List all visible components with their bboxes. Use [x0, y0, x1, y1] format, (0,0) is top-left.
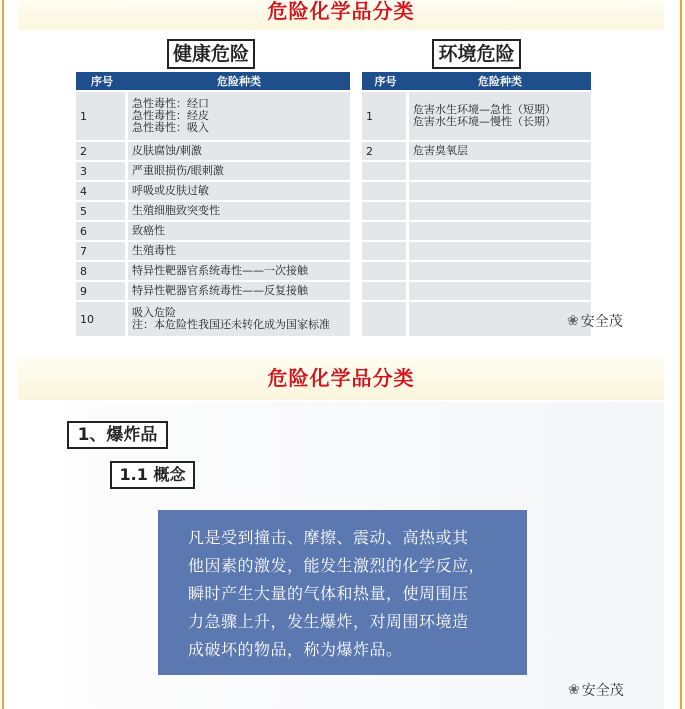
table-row [362, 182, 591, 200]
row-number-cell: 8 [76, 262, 128, 280]
hazard-type-cell [128, 202, 350, 220]
row-number-cell: 1 [76, 92, 128, 140]
table-row [362, 222, 591, 240]
hazard-type-line: 生殖毒性 [132, 244, 176, 257]
hazard-type-line: 呼吸或皮肤过敏 [132, 184, 209, 197]
row-number-cell [362, 282, 409, 300]
row-number-cell: 5 [76, 202, 128, 220]
table-row [76, 182, 350, 200]
hazard-type-cell [128, 262, 350, 280]
hazard-type-line: 危害水生环境—慢性（长期） [413, 115, 556, 128]
table-row [76, 92, 350, 140]
table-row [76, 262, 350, 280]
hazard-type-line: 皮肤腐蚀/刺激 [132, 144, 202, 157]
table-header-row [362, 72, 591, 90]
hazard-type-cell [409, 142, 591, 160]
row-number-cell [362, 202, 409, 220]
hazard-type-cell [409, 242, 591, 260]
column-header-number: 序号 [362, 72, 409, 90]
table-row [362, 262, 591, 280]
page-title: 危险化学品分类 [267, 0, 415, 23]
row-number-cell [362, 162, 409, 180]
heading-concept: 1.1 概念 [110, 461, 195, 489]
table-row [362, 92, 591, 140]
health-hazard-table [76, 70, 350, 338]
row-number-cell [362, 242, 409, 260]
definition-line: 瞬时产生大量的气体和热量，使周围压 [188, 584, 469, 603]
hazard-type-line: 特异性靶器官系统毒性——一次接触 [132, 264, 308, 277]
row-number-cell: 10 [76, 302, 128, 336]
hazard-type-line: 吸入危险 [132, 306, 176, 319]
row-number-cell: 4 [76, 182, 128, 200]
heading-explosives: 1、爆炸品 [67, 421, 168, 449]
hazard-type-cell [128, 142, 350, 160]
hazard-type-cell [409, 202, 591, 220]
definition-box [158, 510, 527, 675]
hazard-type-cell [128, 222, 350, 240]
watermark [567, 311, 623, 331]
hazard-type-cell [128, 92, 350, 140]
hazard-type-cell [409, 282, 591, 300]
hazard-type-line: 急性毒性：经皮 [132, 109, 209, 122]
health-hazard-title: 健康危险 [167, 39, 255, 69]
column-header-number: 序号 [76, 72, 128, 90]
watermark-text: 安全茂 [581, 683, 624, 699]
table-row [362, 242, 591, 260]
hazard-type-line: 急性毒性：吸入 [132, 121, 209, 134]
hazard-type-line: 危害水生环境—急性（短期） [413, 103, 556, 116]
hazard-type-cell [128, 242, 350, 260]
table-row [362, 302, 591, 336]
hazard-type-cell [409, 262, 591, 280]
row-number-cell [362, 222, 409, 240]
table-row [76, 222, 350, 240]
row-number-cell: 2 [76, 142, 128, 160]
wechat-icon: ❀ [568, 682, 580, 698]
hazard-type-cell [409, 222, 591, 240]
environment-hazard-title: 环境危险 [432, 39, 521, 69]
hazard-type-line: 致癌性 [132, 224, 165, 237]
hazard-type-line: 生殖细胞致突变性 [132, 204, 220, 217]
hazard-type-cell [409, 302, 591, 336]
table-header-row [76, 72, 350, 90]
row-number-cell: 2 [362, 142, 409, 160]
row-number-cell: 6 [76, 222, 128, 240]
definition-line: 成破坏的物品，称为爆炸品。 [188, 640, 403, 659]
hazard-type-cell [128, 302, 350, 336]
section-title-band [18, 356, 664, 400]
wechat-icon: ❀ [567, 313, 579, 329]
hazard-type-cell [409, 162, 591, 180]
hazard-type-cell [128, 182, 350, 200]
table-row [362, 202, 591, 220]
hazard-type-cell [128, 162, 350, 180]
row-number-cell [362, 182, 409, 200]
table-row [362, 142, 591, 160]
table-row [76, 302, 350, 336]
hazard-type-cell [128, 282, 350, 300]
column-header-hazard-type: 危险种类 [409, 72, 591, 90]
row-number-cell: 3 [76, 162, 128, 180]
definition-line: 力急骤上升，发生爆炸，对周围环境造 [188, 612, 469, 631]
hazard-type-cell [409, 182, 591, 200]
table-row [362, 162, 591, 180]
row-number-cell: 1 [362, 92, 409, 140]
hazard-type-line: 注：本危险性我国还未转化成为国家标准 [132, 318, 330, 331]
hazard-type-line: 危害臭氧层 [413, 144, 468, 157]
hazard-type-cell [409, 92, 591, 140]
definition-line: 他因素的激发，能发生激烈的化学反应， [188, 556, 486, 575]
watermark-text: 安全茂 [580, 314, 623, 330]
watermark [568, 680, 624, 700]
hazard-type-line: 严重眼损伤/眼刺激 [132, 164, 224, 177]
table-row [76, 142, 350, 160]
hazard-type-line: 急性毒性：经口 [132, 97, 209, 110]
table-row [76, 282, 350, 300]
table-row [76, 242, 350, 260]
top-title-band [18, 0, 664, 30]
row-number-cell: 7 [76, 242, 128, 260]
row-number-cell [362, 302, 409, 336]
definition-line: 凡是受到撞击、摩擦、震动、高热或其 [188, 528, 469, 547]
table-row [76, 162, 350, 180]
column-header-hazard-type: 危险种类 [128, 72, 350, 90]
environment-hazard-table [362, 70, 591, 338]
row-number-cell: 9 [76, 282, 128, 300]
table-row [362, 282, 591, 300]
hazard-type-line: 特异性靶器官系统毒性——反复接触 [132, 284, 308, 297]
table-row [76, 202, 350, 220]
row-number-cell [362, 262, 409, 280]
section-title: 危险化学品分类 [267, 366, 415, 390]
